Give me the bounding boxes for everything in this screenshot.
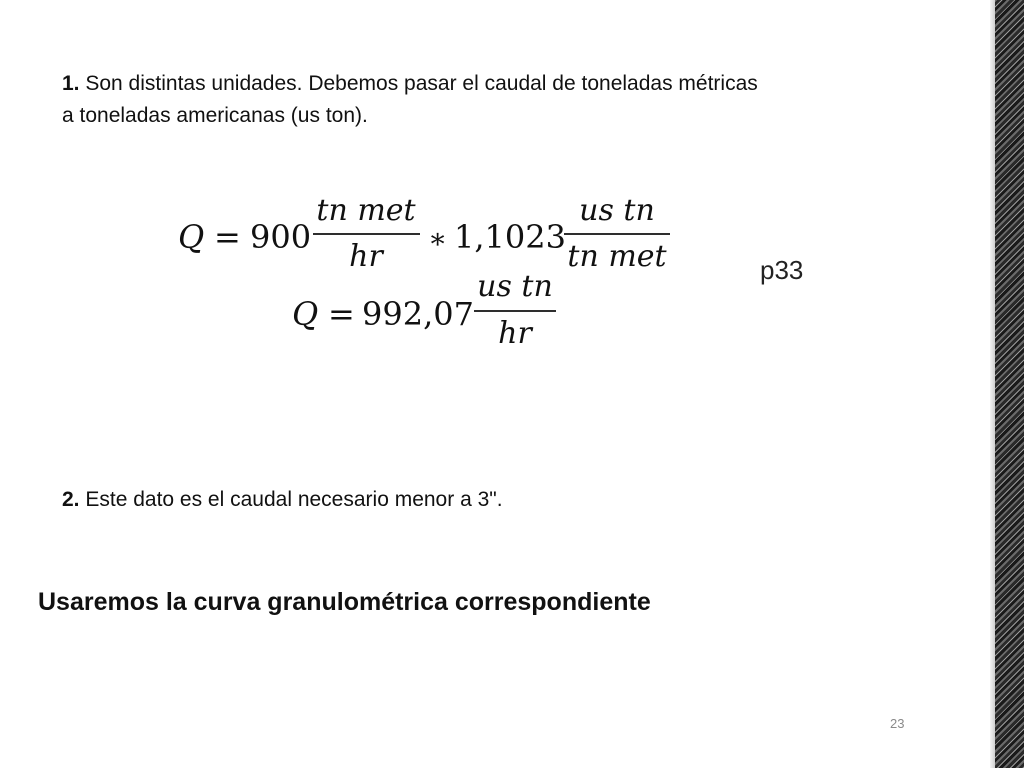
formula1-value2: 1,1023	[454, 218, 566, 256]
formula2-eq: =	[328, 295, 355, 333]
formula2-value: 992,07	[362, 295, 474, 333]
formula1-lhs: Q	[178, 218, 205, 256]
formula1-frac2-den: tn met	[567, 239, 667, 274]
item-2-text: Este dato es el caudal necesario menor a 3".	[79, 488, 503, 511]
item-2-number: 2.	[62, 488, 80, 511]
formula1-frac2-num: us tn	[579, 193, 655, 228]
item-1-paragraph	[62, 68, 962, 132]
formula1-eq: =	[214, 218, 241, 256]
formula1-frac1-num: tn met	[316, 193, 416, 228]
formula2-lhs: Q	[292, 295, 319, 333]
formula1-frac1-den: hr	[349, 239, 383, 274]
page-number: 23	[890, 716, 905, 731]
item-1-text-line2: a toneladas americanas (us ton).	[62, 104, 368, 127]
formula1-value1: 900	[250, 218, 312, 256]
formula2-frac-num: us tn	[477, 269, 553, 304]
item-1-text-line1: Son distintas unidades. Debemos pasar el caudal de toneladas métricas	[79, 72, 758, 95]
formula1-op: ∗	[428, 222, 448, 255]
decorative-border	[990, 0, 1024, 768]
page-reference-label: p33	[760, 255, 804, 285]
item-2-paragraph	[62, 484, 962, 516]
conclusion-heading: Usaremos la curva granulométrica correspondiente	[38, 588, 651, 616]
item-1-number: 1.	[62, 72, 80, 95]
formula2-frac-den: hr	[498, 316, 532, 351]
